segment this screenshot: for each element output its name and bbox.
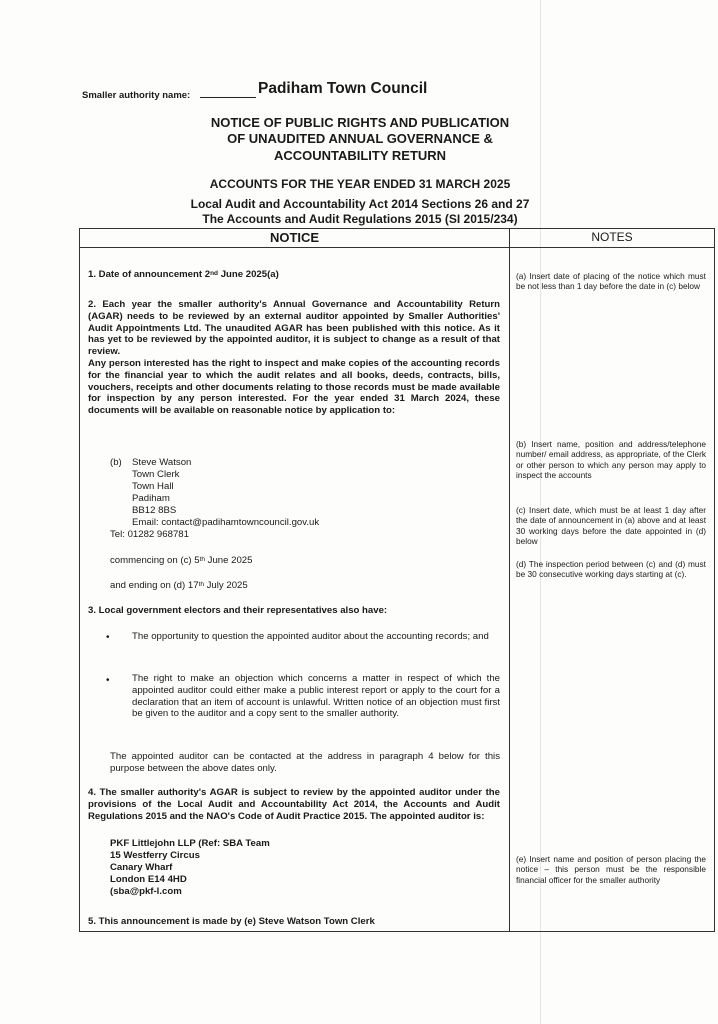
auditor-address-line: London E14 4HD <box>110 874 187 885</box>
ending-date: and ending on (d) 17th July 2025 <box>110 580 248 591</box>
auditor-address-line: Canary Wharf <box>110 862 173 873</box>
paragraph-5: 5. This announcement is made by (e) Steve Watson Town Clerk <box>88 916 375 927</box>
bullet-marker: • <box>106 632 110 643</box>
authority-name: Padiham Town Council <box>258 80 428 97</box>
auditor-address-line: 15 Westferry Circus <box>110 850 200 861</box>
contact-marker: (b) <box>110 457 122 468</box>
contact-line: Town Clerk <box>132 469 180 480</box>
notice-title-line-2: OF UNAUDITED ANNUAL GOVERNANCE & <box>227 131 493 146</box>
note-a: (a) Insert date of placing of the notice which must be not less than 1 day before the date in (c) below <box>516 271 706 292</box>
bullet-marker: • <box>106 675 110 686</box>
commencing-date: commencing on (c) 5th June 2025 <box>110 555 253 566</box>
auditor-email: (sba@pkf-l.com <box>110 886 182 897</box>
paragraph-2: 2. Each year the smaller authority's Annual Governance and Accountability Return (AGAR) needs to be reviewed by an external auditor appointed by Smaller Authorities' Audit Appointments Ltd. The unaudited AGAR has been published with this notice. As it has yet to be reviewed by the appointed auditor, it is subject to change as a result of that review. <box>88 299 500 358</box>
contact-line: BB12 8BS <box>132 505 177 516</box>
note-d: (d) The inspection period between (c) and (d) must be 30 consecutive working days starting at (c). <box>516 559 706 580</box>
column-divider <box>509 229 510 931</box>
auditor-address-line: PKF Littlejohn LLP (Ref: SBA Team <box>110 838 270 849</box>
authority-name-underline <box>200 97 256 98</box>
note-b: (b) Insert name, position and address/telephone number/ email address, as appropriate, of the Clerk or other person to which any person may apply to inspect the accounts <box>516 439 706 481</box>
contact-line: Padiham <box>132 493 170 504</box>
auditor-contact-period: The appointed auditor can be contacted at the address in paragraph 4 below for this purpose between the above dates only. <box>110 751 500 774</box>
paragraph-3: 3. Local government electors and their representatives also have: <box>88 605 388 616</box>
notes-column-header: NOTES <box>591 230 633 244</box>
contact-telephone: Tel: 01282 968781 <box>110 529 189 540</box>
contact-email: Email: contact@padihamtowncouncil.gov.uk <box>132 517 320 528</box>
act-line-2: The Accounts and Audit Regulations 2015 (SI 2015/234) <box>202 212 518 226</box>
bullet-question-auditor: The opportunity to question the appointed auditor about the accounting records; and <box>132 631 489 642</box>
bullet-objection: The right to make an objection which concerns a matter in respect of which the appointed auditor could either make a public interest report or apply to the court for a declaration that an item of account is unlawful. Written notice of an objection must first be given to the auditor and a copy sent to the smaller authority. <box>132 673 500 720</box>
notice-title-line-3: ACCOUNTABILITY RETURN <box>273 148 447 163</box>
contact-line: Town Hall <box>132 481 174 492</box>
paragraph-2-inspection: Any person interested has the right to inspect and make copies of the accounting records for the financial year to which the audit relates and all books, deeds, contracts, bills, vouchers, receipts and other documents relating to those records must be made available for inspection by any person interested. For the year ended 31 March 2024, these documents will be available on reasonable notice by application to: <box>88 358 500 417</box>
date-of-announcement: 1. Date of announcement 2nd June 2025(a) <box>88 269 279 280</box>
notice-table <box>79 228 715 932</box>
notice-title-line-1: NOTICE OF PUBLIC RIGHTS AND PUBLICATION <box>210 115 510 130</box>
header-divider <box>80 247 714 248</box>
paragraph-4: 4. The smaller authority's AGAR is subject to review by the appointed auditor under the provisions of the Local Audit and Accountability Act 2014, the Accounts and Audit Regulations 2015 and the NAO's Code of Audit Practice 2015. The appointed auditor is: <box>88 787 500 822</box>
notice-column-header: NOTICE <box>269 230 320 245</box>
contact-line: Steve Watson <box>132 457 192 468</box>
accounts-year-line: ACCOUNTS FOR THE YEAR ENDED 31 MARCH 2025 <box>209 177 511 191</box>
authority-name-label: Smaller authority name: <box>82 90 191 101</box>
note-e: (e) Insert name and position of person placing the notice – this person must be the responsible financial officer for the smaller authority <box>516 854 706 885</box>
note-c: (c) Insert date, which must be at least 1 day after the date of announcement in (a) above and at least 30 working days before the date appointed in (d) below <box>516 505 706 547</box>
act-line-1: Local Audit and Accountability Act 2014 Sections 26 and 27 <box>190 197 530 211</box>
